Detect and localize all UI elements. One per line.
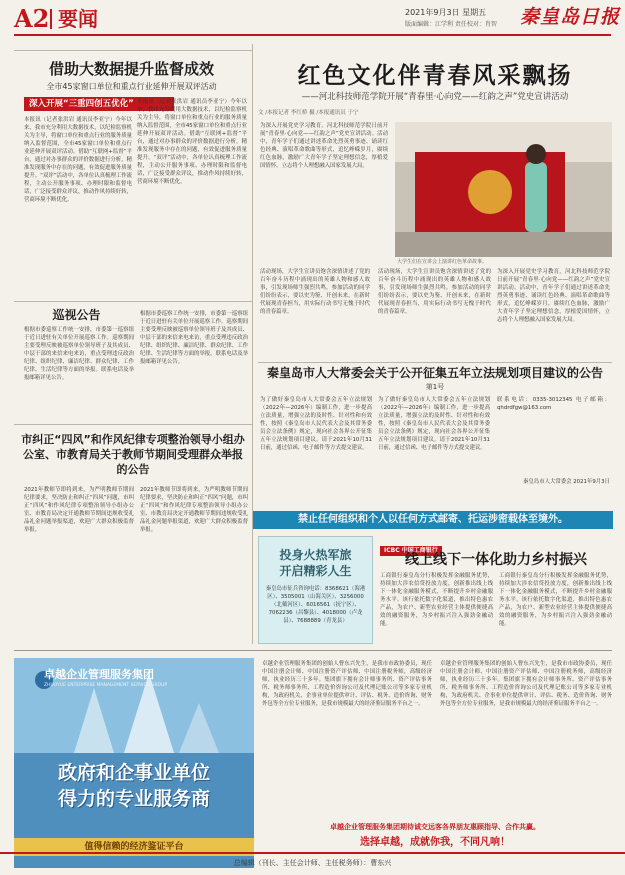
ad-slogan-line2: 得力的专业服务商 [57, 788, 210, 810]
feature-subheadline: ——河北科技师范学院开展“青春里·心向党——红韵之声”党史宣讲活动 [301, 92, 569, 102]
notice-body-continued: 根据市委巡察工作统一安排，市委第一巡察组于近日进驻有关单位开展巡察工作。巡察期间主要受理反映被巡察单位领导班子及其成员、中层干部的来信来电来访，重点受理违反政治纪律、组织纪律、廉洁纪律、群众纪律、工作纪律、生活纪律等方面的举报。联系电话及举报邮箱详见公告。 [140, 311, 248, 365]
divider [14, 50, 252, 51]
page-number: A2 [14, 4, 50, 33]
announcement-body: 2021年教师节即将到来，为严明教师节期间纪律要求，坚决防止和纠正“四风”问题，市纠正“四风”和作风纪律专项整治领导小组办公室、市教育局决定开通教师节期间违规收受礼品礼金问题举报渠道，欢迎广大群众积极监督举报。 [24, 487, 134, 533]
feature-byline: 文 /本报记者 李红桥 摄 /本报通讯员 于宁 [258, 110, 359, 116]
campaign-banner: 深入开展“三重四创五优化” [24, 97, 174, 111]
feature-body-col2: 活动现场，大学生宣讲员饱含深情讲述了党的百年奋斗历程中涌现出的英雄人物和感人故事，引发现场师生强烈共鸣。参加活动的同学们纷纷表示，要以史为鉴、开创未来，在新时代展现青春担当，用实际行动书写无愧于时代的青春篇章。 [260, 269, 370, 315]
feature-body-col4: 为深入开展党史学习教育，河北科技师范学院日前开展“青春里·心向党——红韵之声”党史宣讲活动。活动中，青年学子们通过讲述革命先烈英勇事迹、诵读红色经典、演唱革命歌曲等形式，追忆峥嵘岁月，赓续红色血脉，激励广大青年学子坚定理想信念，厚植爱国情怀，立志将个人理想融入国家发展大局。 [497, 269, 610, 323]
ad-body: 卓越企业管理服务集团的创始人曹东兴先生，是我市市政协委员，现任中国注册会计师、中国注册资产评估师、中国注册税务师，高级经济师，执业经历三十多年。集团旗下拥有会计师事务所、资产评估事务所、税务师事务所、工程造价咨询公司及代理记账公司等多家专业机构，为政府机关、企事业单位提供审计、评估、税务、造价咨询、财务外包等全方位专业服务，是我市规模最大的经济鉴证服务平台之一。 [262, 661, 432, 707]
bank-header [380, 537, 612, 554]
ad-slogan-line1: 政府和企事业单位 [57, 762, 210, 784]
legislation-body: 为了做好秦皇岛市人大常委会五年立法规划（2022年—2026年）编制工作，进一步提高立法质量，增强立法的及时性、针对性和有效性，按照《秦皇岛市人民代表大会及其常务委员会立法条例》规定，现向社会各界公开征集五年立法规划项目建议。请于2021年10月31日前，通过信函、电子邮件等方式提交建议。 [260, 397, 372, 451]
announcement-body-continued: 2021年教师节即将到来，为严明教师节期间纪律要求，坚决防止和纠正“四风”问题，市纠正“四风”和作风纪律专项整治领导小组办公室、市教育局决定开通教师节期间违规收受礼品礼金问题举报渠道，欢迎广大群众积极监督举报。 [140, 487, 248, 533]
security-notice-bar: 禁止任何组织和个人以任何方式邮寄、托运涉密载体至境外。 [253, 511, 613, 529]
company-name-en: ZHUOYUE ENTERPRISE MANAGEMENT SERVICE GROUP [44, 683, 168, 688]
editors-credit: 版面编辑：江学利 责任校对：肖智 [405, 21, 497, 28]
ad-invitation: 卓越企业管理服务集团期待诚交远客各界朋友惠顾指导、合作共赢。 [330, 823, 540, 831]
bank-logo: ICBC 中国工商银行 [380, 546, 442, 556]
divider [14, 424, 252, 425]
story-headline: 借助大数据提升监督成效 [48, 60, 214, 78]
notice-headline: 巡视公告 [52, 308, 101, 322]
announcement-headline: 市纠正“四风”和作风纪律专项整治领导小组办公室、市教育局关于教师节期间受理群众举报的公告 [21, 433, 245, 476]
company-name: 卓越企业管理服务集团 [44, 668, 154, 681]
issue-date: 2021年9月3日 星期五 [405, 8, 487, 17]
legislation-headline: 秦皇岛市人大常委会关于公开征集五年立法规划项目建议的公告 [266, 366, 603, 380]
rural-body: 工商银行秦皇岛分行积极发挥金融服务优势，持续加大涉农信贷投放力度，创新推出线上线下一体化金融服务模式，不断提升乡村金融服务水平。该行依托数字化渠道，推出特色惠农产品，为农户、新型农业经营主体提供便捷高效的融资服务，为乡村振兴注入强劲金融动能。 [380, 573, 493, 627]
divider [14, 650, 612, 651]
recruitment-line2: 开启精彩人生 [279, 564, 352, 578]
divider [14, 301, 252, 302]
feature-body: 为深入开展党史学习教育，河北科技师范学院日前开展“青春里·心向党——红韵之声”党史宣讲活动。活动中，青年学子们通过讲述革命先烈英勇事迹、诵读红色经典、演唱革命歌曲等形式，追忆峥嵘岁月，赓续红色血脉，激励广大青年学子坚定理想信念，厚植爱国情怀，立志将个人理想融入国家发展大局。 [260, 123, 388, 169]
masthead-rule [14, 34, 611, 36]
photo-caption: 大学生们在宣讲会上演讲红色革命故事。 [397, 259, 488, 265]
story-subheadline: 全市45家窗口单位和重点行业延伸开展双评活动 [46, 82, 217, 91]
recruitment-ad [258, 536, 373, 644]
recruitment-line1: 投身火热军旅 [279, 548, 352, 562]
newspaper-logo: 秦皇岛日报 [520, 6, 621, 28]
legislation-body-col2: 为了做好秦皇岛市人大常委会五年立法规划（2022年—2026年）编制工作，进一步提高立法质量，增强立法的及时性、针对性和有效性，按照《秦皇岛市人民代表大会及其常务委员会立法条例》规定，现向社会各界公开征集五年立法规划项目建议。请于2021年10月31日前，通过信函、电子邮件等方式提交建议。 [378, 397, 490, 451]
feature-headline: 红色文化伴青春风采飘扬 [297, 63, 573, 89]
divider [258, 362, 612, 363]
column-divider [252, 44, 253, 644]
story-body-continued: 本报讯（记者张洪岩 通讯员李亚宁）今年以来，我市充分利用大数据技术，以纪检监察机关为主导，将窗口单位和重点行业的服务质量纳入监督范围，全市45家窗口单位和重点行业延伸开展双评活动。借助“互联网+监督”平台，通过对办事群众的评价数据进行分析，精准发现服务中存在的问题，有效促进服务质量提升。“双评”活动中，各单位认真梳理工作流程，主动公开服务事项、办理时限和监督电话，广泛接受群众评议，推动作风持续好转，营商环境不断优化。 [137, 99, 247, 185]
recruitment-phones: 秦皇岛市征兵咨询电话：8368621（海港区）、3505001（山海关区）、3256000（北戴河区）、6016561（抚宁区）、7062236（昌黎县）、4018000（卢龙县）、7688889（青龙县） [265, 586, 366, 624]
footer-credit: 总编辑（刊长、主任会计师、主任税务师）：曹东兴 [233, 859, 392, 867]
rural-headline: 线上线下一体化助力乡村振兴 [405, 552, 587, 568]
feature-body-col3: 活动现场，大学生宣讲员饱含深情讲述了党的百年奋斗历程中涌现出的英雄人物和感人故事，引发现场师生强烈共鸣。参加活动的同学们纷纷表示，要以史为鉴、开创未来，在新时代展现青春担当，用实际行动书写无愧于时代的青春篇章。 [378, 269, 491, 315]
ad-strapline: 值得信赖的经济鉴证平台 [14, 838, 254, 856]
feature-photo [395, 122, 612, 257]
legislation-number: 第1号 [425, 383, 445, 391]
section-name: 要闻 [50, 9, 98, 29]
ad-body-col2: 卓越企业管理服务集团的创始人曹东兴先生，是我市市政协委员，现任中国注册会计师、中国注册资产评估师、中国注册税务师，高级经济师，执业经历三十多年。集团旗下拥有会计师事务所、资产评估事务所、税务师事务所、工程造价咨询公司及代理记账公司等多家专业机构，为政府机关、企事业单位提供审计、评估、税务、造价咨询、财务外包等全方位专业服务，是我市规模最大的经济鉴证服务平台之一。 [440, 661, 612, 707]
photo-illustration [395, 122, 612, 257]
legislation-body-col3: 联系电话：0335-3012345 电子邮箱：qhdrdfgw@163.com [497, 397, 610, 411]
story-body: 本报讯（记者张洪岩 通讯员李亚宁）今年以来，我市充分利用大数据技术，以纪检监察机关为主导，将窗口单位和重点行业的服务质量纳入监督范围，全市45家窗口单位和重点行业延伸开展双评活动。借助“互联网+监督”平台，通过对办事群众的评价数据进行分析，精准发现服务中存在的问题，有效促进服务质量提升。“双评”活动中，各单位认真梳理工作流程，主动公开服务事项、办理时限和监督电话，广泛接受群众评议，推动作风持续好转，营商环境不断优化。 [24, 117, 132, 203]
rural-body-col2: 工商银行秦皇岛分行积极发挥金融服务优势，持续加大涉农信贷投放力度，创新推出线上线下一体化金融服务模式，不断提升乡村金融服务水平。该行依托数字化渠道，推出特色惠农产品，为农户、新型农业经营主体提供便捷高效的融资服务，为乡村振兴注入强劲金融动能。 [499, 573, 612, 627]
ad-tagline: 选择卓越，成就你我，不同凡响！ [360, 837, 510, 848]
notice-body: 根据市委巡察工作统一安排，市委第一巡察组于近日进驻有关单位开展巡察工作。巡察期间主要受理反映被巡察单位领导班子及其成员、中层干部的来信来电来访，重点受理违反政治纪律、组织纪律、廉洁纪律、群众纪律、工作纪律、生活纪律等方面的举报。联系电话及举报邮箱详见公告。 [24, 327, 134, 381]
legislation-signature: 秦皇岛市人大常委会 2021年9月3日 [523, 479, 610, 485]
